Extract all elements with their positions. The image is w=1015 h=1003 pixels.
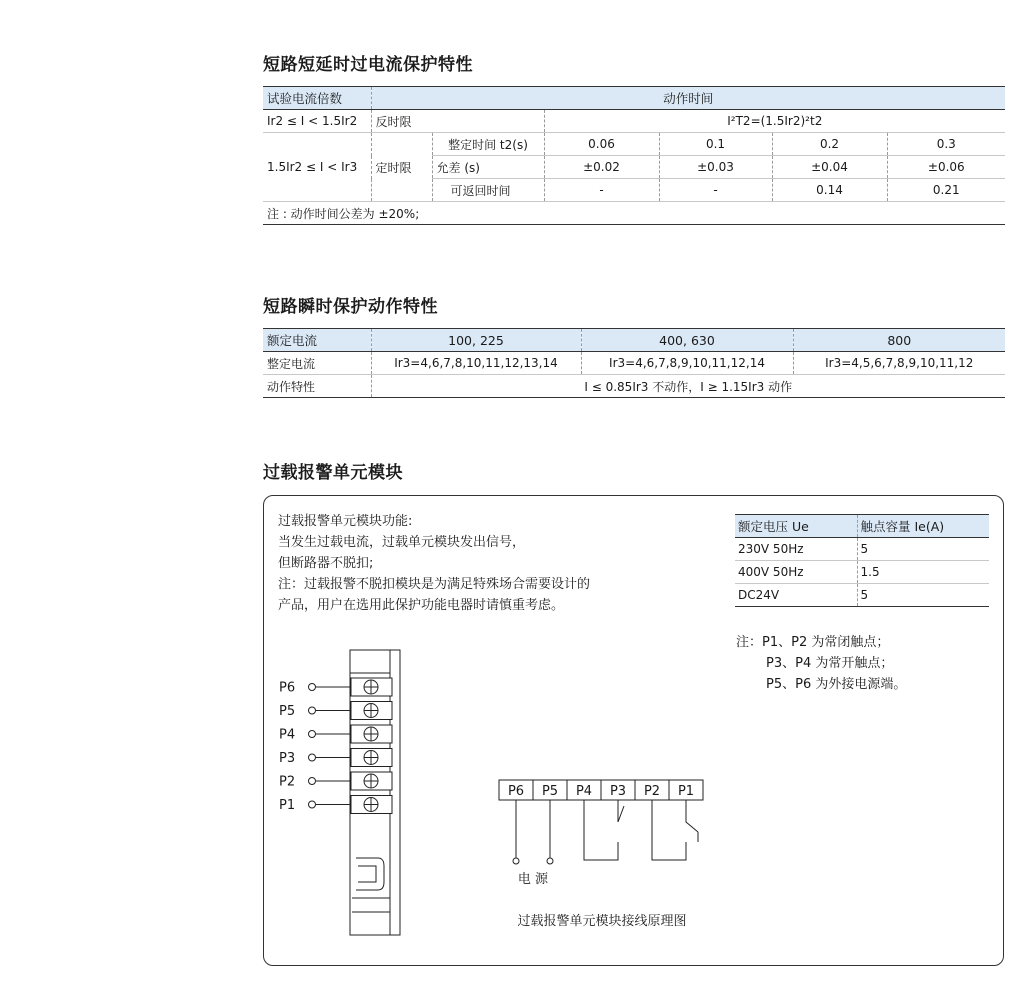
terminal-label: P3 bbox=[279, 751, 296, 766]
strip-terminal-p2 bbox=[635, 780, 669, 800]
strip-label: P6 bbox=[507, 784, 525, 799]
sublabel-return-time: 可返回时间 bbox=[432, 179, 544, 202]
setting-current-value: Ir3=4,5,6,7,8,9,10,11,12 bbox=[793, 352, 1005, 375]
row-range-definite: 1.5Ir2 ≤ I < Ir3 bbox=[263, 133, 371, 202]
terminal-point bbox=[309, 731, 316, 738]
strip-terminal-p4 bbox=[567, 780, 601, 800]
section-title-short-delay: 短路短延时过电流保护特性 bbox=[263, 55, 473, 75]
terminal-point bbox=[309, 801, 316, 808]
terminal-label: P1 bbox=[279, 798, 296, 813]
label-setting-current: 整定电流 bbox=[263, 352, 371, 375]
strip-terminal-p6 bbox=[499, 780, 533, 800]
desc-line: 产品，用户在选用此保护功能电器时请慎重考虑。 bbox=[278, 598, 565, 613]
cell-value: 0.3 bbox=[887, 133, 1005, 156]
terminal-p1 bbox=[279, 796, 392, 814]
terminal-p2 bbox=[279, 772, 392, 790]
cell-value: - bbox=[659, 179, 772, 202]
row-type-definite: 定时限 bbox=[371, 133, 432, 202]
terminal-label: P4 bbox=[279, 727, 296, 743]
sublabel-setting-time: 整定时间 t2(s) bbox=[432, 133, 544, 156]
strip-terminal-p1 bbox=[669, 780, 703, 800]
header-test-current: 试验电流倍数 bbox=[263, 87, 371, 110]
terminal-rows bbox=[279, 678, 392, 814]
strip-label: P1 bbox=[677, 784, 695, 799]
rated-current-value: 100, 225 bbox=[371, 329, 581, 352]
row-range-inverse: Ir2 ≤ I < 1.5Ir2 bbox=[263, 110, 371, 133]
voltage-cell: DC24V bbox=[735, 584, 857, 607]
cell-value: - bbox=[544, 179, 659, 202]
note-line: 注：P1、P2 为常闭触点； bbox=[736, 635, 890, 650]
diagram-caption: 过载报警单元模块接线原理图 bbox=[517, 914, 687, 929]
cell-value: 0.2 bbox=[772, 133, 887, 156]
desc-line: 当发生过载电流，过载单元模块发出信号， bbox=[278, 535, 526, 550]
strip-label: P5 bbox=[541, 784, 559, 799]
terminal-p3 bbox=[279, 749, 392, 767]
cell-value: 0.14 bbox=[772, 179, 887, 202]
rated-current-value: 800 bbox=[793, 329, 1005, 352]
voltage-cell: 230V 50Hz bbox=[735, 538, 857, 561]
terminal-p4 bbox=[279, 725, 392, 743]
capacity-cell: 5 bbox=[857, 584, 989, 607]
note-line: P3、P4 为常开触点； bbox=[766, 656, 894, 671]
section-title-alarm-module: 过载报警单元模块 bbox=[263, 463, 403, 483]
strip-terminal-p3 bbox=[601, 780, 635, 800]
schematic-drawing bbox=[513, 800, 698, 864]
terminal-label: P5 bbox=[279, 704, 296, 719]
header-contact-capacity: 触点容量 Ie(A) bbox=[857, 515, 989, 538]
cell-value: ±0.06 bbox=[887, 156, 1005, 179]
terminal-label: P6 bbox=[279, 680, 296, 696]
row-type-inverse: 反时限 bbox=[371, 110, 544, 133]
label-action-characteristic: 动作特性 bbox=[263, 375, 371, 398]
cell-value: 0.06 bbox=[544, 133, 659, 156]
terminal-point bbox=[309, 684, 316, 691]
capacity-cell: 1.5 bbox=[857, 561, 989, 584]
desc-line: 过载报警单元模块功能: bbox=[278, 514, 413, 529]
terminal-p6 bbox=[279, 678, 392, 696]
cell-value: ±0.04 bbox=[772, 156, 887, 179]
setting-current-value: Ir3=4,6,7,8,10,11,12,13,14 bbox=[371, 352, 581, 375]
power-label: 电 源 bbox=[517, 872, 549, 887]
header-rated-voltage: 额定电压 Ue bbox=[735, 515, 857, 538]
setting-current-value: Ir3=4,6,7,8,9,10,11,12,14 bbox=[581, 352, 793, 375]
terminal-point bbox=[309, 754, 316, 761]
strip-label: P4 bbox=[575, 784, 593, 799]
sublabel-tolerance: 允差 (s) bbox=[432, 156, 544, 179]
tolerance-note: 注 : 动作时间公差为 ±20%; bbox=[263, 202, 1005, 225]
terminal-label: P2 bbox=[279, 774, 296, 790]
cell-value: ±0.02 bbox=[544, 156, 659, 179]
desc-line: 但断路器不脱扣; bbox=[278, 556, 374, 571]
strip-label: P3 bbox=[609, 784, 627, 799]
cell-value: ±0.03 bbox=[659, 156, 772, 179]
capacity-cell: 5 bbox=[857, 538, 989, 561]
inverse-formula: I²T2=(1.5Ir2)²t2 bbox=[544, 110, 1005, 133]
cell-value: 0.1 bbox=[659, 133, 772, 156]
cell-value: 0.21 bbox=[887, 179, 1005, 202]
header-rated-current: 额定电流 bbox=[263, 329, 371, 352]
note-line: P5、P6 为外接电源端。 bbox=[766, 677, 907, 692]
header-action-time: 动作时间 bbox=[371, 87, 1005, 110]
voltage-cell: 400V 50Hz bbox=[735, 561, 857, 584]
terminal-point bbox=[309, 778, 316, 785]
terminal-p5 bbox=[279, 702, 392, 720]
strip-label: P2 bbox=[643, 784, 661, 799]
desc-line: 注：过载报警不脱扣模块是为满足特殊场合需要设计的 bbox=[278, 577, 591, 592]
strip-terminal-p5 bbox=[533, 780, 567, 800]
section-title-instant: 短路瞬时保护动作特性 bbox=[263, 297, 438, 317]
terminal-point bbox=[309, 707, 316, 714]
terminal-strip bbox=[499, 780, 703, 800]
rated-current-value: 400, 630 bbox=[581, 329, 793, 352]
action-characteristic-value: I ≤ 0.85Ir3 不动作，I ≥ 1.15Ir3 动作 bbox=[371, 375, 1005, 398]
